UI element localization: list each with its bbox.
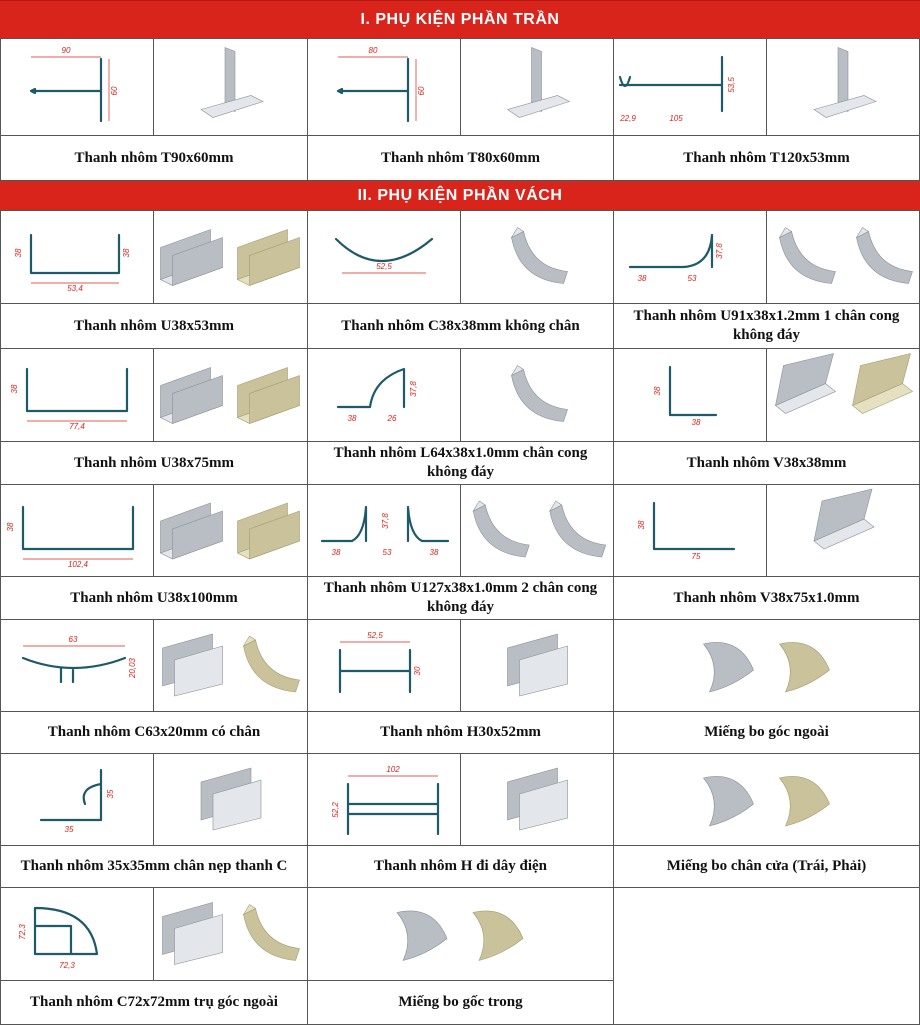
product-photo	[508, 48, 570, 118]
product-photo-right	[780, 642, 830, 692]
product-photo	[163, 634, 223, 696]
profile-drawing-cell	[0, 38, 154, 136]
product-label: Thanh nhôm U38x75mm	[0, 441, 308, 485]
dimension-label: 37,8	[381, 513, 390, 529]
dimension-label: 38	[6, 522, 15, 532]
profile-drawing	[614, 211, 767, 304]
profile-drawing	[1, 888, 154, 981]
product-photo-svg	[614, 754, 920, 846]
profile-shape	[654, 503, 734, 549]
product-label: Thanh nhôm L64x38x1.0mm chân cong không đáy	[307, 441, 614, 485]
product-photo	[814, 48, 876, 118]
product-photo-svg	[461, 211, 614, 304]
profile-shape	[340, 650, 410, 692]
product-photo-left	[704, 642, 754, 692]
dimension-label: 102	[386, 765, 400, 774]
profile-drawing	[614, 349, 767, 442]
dimension-label: 37,8	[715, 243, 724, 259]
product-photo-svg	[767, 39, 920, 136]
product-photo	[244, 636, 300, 692]
profile-drawing-cell	[0, 348, 154, 442]
product-label: Thanh nhôm 35x35mm chân nẹp thanh C	[0, 845, 308, 888]
product-photo-cell	[766, 210, 920, 304]
product-photo	[238, 230, 300, 286]
product-photo-right	[238, 368, 300, 424]
profile-drawing-cell	[307, 753, 461, 846]
dimension-label: 35	[106, 789, 115, 799]
dimension-label: 102,4	[67, 560, 89, 569]
dimension-label: 90	[61, 46, 71, 55]
product-photo	[473, 911, 523, 961]
product-photo-cell	[153, 753, 308, 846]
section-header-ceiling: I. PHỤ KIỆN PHẦN TRẦN	[0, 0, 920, 40]
product-photo-cell	[460, 484, 614, 577]
profile-drawing	[1, 485, 154, 577]
product-label: Thanh nhôm U127x38x1.0mm 2 chân cong không đáy	[307, 576, 614, 620]
product-photo-left	[776, 354, 836, 414]
product-photo-cell	[307, 887, 614, 981]
product-photo	[161, 368, 223, 424]
product-photo-svg	[461, 39, 614, 136]
dimension-label: 38	[331, 548, 341, 557]
product-label: Thanh nhôm H30x52mm	[307, 711, 614, 754]
product-photo	[780, 642, 830, 692]
product-photo	[473, 501, 529, 557]
product-photo-right	[780, 776, 830, 826]
product-label: Thanh nhôm H đi dây điện	[307, 845, 614, 888]
dimension-label: 35	[64, 825, 74, 834]
profile-drawing-cell	[0, 619, 154, 712]
product-label: Thanh nhôm U38x53mm	[0, 303, 308, 349]
dimension-label: 38	[10, 384, 19, 394]
dimension-label: 60	[417, 86, 426, 96]
profile-drawing-cell	[613, 210, 767, 304]
product-label: Thanh nhôm C63x20mm có chân	[0, 711, 308, 754]
profile-drawing	[308, 620, 461, 712]
dimension-label: 60	[110, 86, 119, 96]
product-photo-left	[780, 228, 836, 284]
product-photo	[704, 776, 754, 826]
profile-drawing-cell	[307, 38, 461, 136]
product-photo-cell	[613, 619, 920, 712]
dimension-label: 37,8	[409, 381, 418, 397]
product-photo	[163, 903, 223, 965]
dimension-label: 38	[637, 520, 646, 530]
dimension-label: 52,5	[376, 262, 392, 271]
profile-shape	[23, 658, 125, 682]
product-photo	[238, 368, 300, 424]
product-photo-cell	[153, 887, 308, 981]
product-photo-svg	[461, 485, 614, 577]
product-photo	[238, 503, 300, 559]
profile-drawing	[308, 754, 461, 846]
product-photo-right	[244, 905, 300, 961]
product-label: Thanh nhôm U38x100mm	[0, 576, 308, 620]
product-label: Thanh nhôm C38x38mm không chân	[307, 303, 614, 349]
profile-drawing-cell	[0, 753, 154, 846]
dimension-label: 80	[368, 46, 378, 55]
profile-drawing	[308, 349, 461, 442]
profile-drawing	[1, 349, 154, 442]
profile-drawing-cell	[307, 484, 461, 577]
dimension-label: 20,03	[128, 657, 137, 679]
product-photo-cell	[153, 210, 308, 304]
product-photo-cell	[766, 38, 920, 136]
product-photo-svg	[154, 211, 308, 304]
product-photo-left	[161, 230, 223, 286]
product-label: Thanh nhôm V38x38mm	[613, 441, 920, 485]
dimension-label: 53,4	[67, 284, 83, 293]
dimension-label: 38	[14, 248, 23, 258]
dimension-label: 52,5	[367, 631, 383, 640]
product-label: Thanh nhôm T120x53mm	[613, 135, 920, 181]
product-photo-cell	[766, 484, 920, 577]
profile-shape	[35, 908, 97, 954]
dimension-label: 75	[691, 552, 701, 561]
product-photo-svg	[154, 485, 308, 577]
profile-drawing	[1, 39, 154, 136]
product-photo-cell	[153, 619, 308, 712]
dimension-label: 53	[687, 274, 697, 283]
product-photo-cell	[460, 348, 614, 442]
dimension-label: 38	[637, 274, 647, 283]
product-photo-cell	[153, 38, 308, 136]
product-photo	[201, 48, 263, 118]
product-photo-right	[853, 354, 913, 414]
dimension-label: 72,3	[59, 961, 75, 970]
profile-drawing	[308, 211, 461, 304]
profile-shape	[348, 784, 438, 834]
product-photo	[853, 354, 913, 414]
product-photo-left	[704, 776, 754, 826]
profile-drawing	[614, 485, 767, 577]
product-photo-svg	[461, 620, 614, 712]
product-photo	[857, 228, 913, 284]
profile-drawing	[1, 620, 154, 712]
profile-shape	[670, 367, 716, 415]
product-label: Thanh nhôm T90x60mm	[0, 135, 308, 181]
product-photo-right	[238, 230, 300, 286]
product-photo-left	[473, 501, 529, 557]
dimension-label: 38	[347, 414, 357, 423]
product-photo-left	[161, 503, 223, 559]
dimension-label: 30	[413, 666, 422, 676]
dimension-label: 38	[653, 386, 662, 396]
profile-shape	[23, 507, 133, 549]
dimension-label: 52,2	[331, 802, 340, 818]
product-photo-svg	[154, 754, 308, 846]
product-photo	[201, 768, 261, 830]
profile-drawing	[308, 485, 461, 577]
dimension-label: 22,9	[620, 114, 636, 123]
profile-drawing-cell	[0, 887, 154, 981]
product-photo-svg	[614, 620, 920, 712]
profile-drawing	[1, 211, 154, 304]
product-label: Miếng bo chân cửa (Trái, Phải)	[613, 845, 920, 888]
product-photo-right	[857, 228, 913, 284]
product-photo-right	[244, 636, 300, 692]
dimension-label: 53	[382, 548, 392, 557]
profile-drawing-cell	[613, 348, 767, 442]
product-photo-svg	[767, 485, 920, 577]
dimension-label: 77,4	[69, 422, 85, 431]
product-photo-svg	[461, 349, 614, 442]
product-photo	[814, 489, 874, 549]
product-photo-cell	[766, 348, 920, 442]
product-photo-cell	[460, 753, 614, 846]
profile-shape	[338, 59, 408, 121]
dimension-label: 72,3	[18, 924, 27, 940]
profile-drawing-cell	[307, 348, 461, 442]
dimension-label: 26	[387, 414, 397, 423]
profile-shape	[630, 235, 712, 267]
section-header-partition: II. PHỤ KIỆN PHẦN VÁCH	[0, 180, 920, 212]
profile-shape	[31, 59, 101, 121]
product-photo-svg	[154, 888, 308, 981]
product-label: Thanh nhôm U91x38x1.2mm 1 chân cong không đáy	[613, 303, 920, 349]
product-photo-cell	[153, 348, 308, 442]
dimension-label: 53,5	[727, 77, 736, 93]
profile-drawing-cell	[307, 210, 461, 304]
profile-drawing-cell	[307, 619, 461, 712]
product-photo-right	[238, 503, 300, 559]
profile-drawing	[1, 754, 154, 846]
product-photo-svg	[461, 754, 614, 846]
product-photo-svg	[308, 888, 614, 981]
profile-shape	[620, 57, 722, 111]
product-photo-cell	[460, 210, 614, 304]
product-photo-right	[550, 501, 606, 557]
product-photo-right	[473, 911, 523, 961]
product-photo-svg	[767, 349, 920, 442]
profile-shape	[31, 235, 119, 273]
profile-drawing-cell	[613, 38, 767, 136]
product-photo-svg	[154, 39, 308, 136]
profile-drawing	[614, 39, 767, 136]
profile-shape	[338, 369, 404, 407]
product-photo	[508, 634, 568, 696]
product-label: Thanh nhôm C72x72mm trụ góc ngoài	[0, 980, 308, 1025]
profile-drawing-cell	[613, 484, 767, 577]
product-label: Thanh nhôm V38x75x1.0mm	[613, 576, 920, 620]
product-photo	[161, 230, 223, 286]
empty-cell	[613, 887, 920, 1025]
product-label: Miếng bo gốc trong	[307, 980, 614, 1025]
dimension-label: 105	[669, 114, 683, 123]
product-photo-left	[161, 368, 223, 424]
product-photo-svg	[767, 211, 920, 304]
product-photo	[397, 911, 447, 961]
product-photo-svg	[154, 349, 308, 442]
product-photo	[780, 776, 830, 826]
product-photo	[550, 501, 606, 557]
product-photo-cell	[460, 619, 614, 712]
product-photo	[512, 366, 568, 422]
product-photo-left	[163, 903, 223, 965]
product-photo-left	[397, 911, 447, 961]
profile-drawing-cell	[0, 210, 154, 304]
profile-shape	[27, 369, 127, 411]
product-photo	[704, 642, 754, 692]
dimension-label: 63	[68, 635, 78, 644]
product-photo-cell	[460, 38, 614, 136]
product-label: Miếng bo góc ngoài	[613, 711, 920, 754]
product-photo	[780, 228, 836, 284]
dimension-label: 38	[429, 548, 439, 557]
profile-shape	[41, 770, 101, 820]
dimension-label: 38	[691, 418, 701, 427]
profile-drawing	[308, 39, 461, 136]
product-photo-cell	[153, 484, 308, 577]
product-photo-left	[163, 634, 223, 696]
product-photo	[512, 228, 568, 284]
product-photo	[244, 905, 300, 961]
product-photo	[161, 503, 223, 559]
product-label: Thanh nhôm T80x60mm	[307, 135, 614, 181]
product-photo-cell	[613, 753, 920, 846]
profile-shape	[336, 239, 432, 261]
product-photo	[776, 354, 836, 414]
product-photo-svg	[154, 620, 308, 712]
dimension-label: 38	[122, 248, 131, 258]
product-photo	[508, 768, 568, 830]
profile-drawing-cell	[0, 484, 154, 577]
